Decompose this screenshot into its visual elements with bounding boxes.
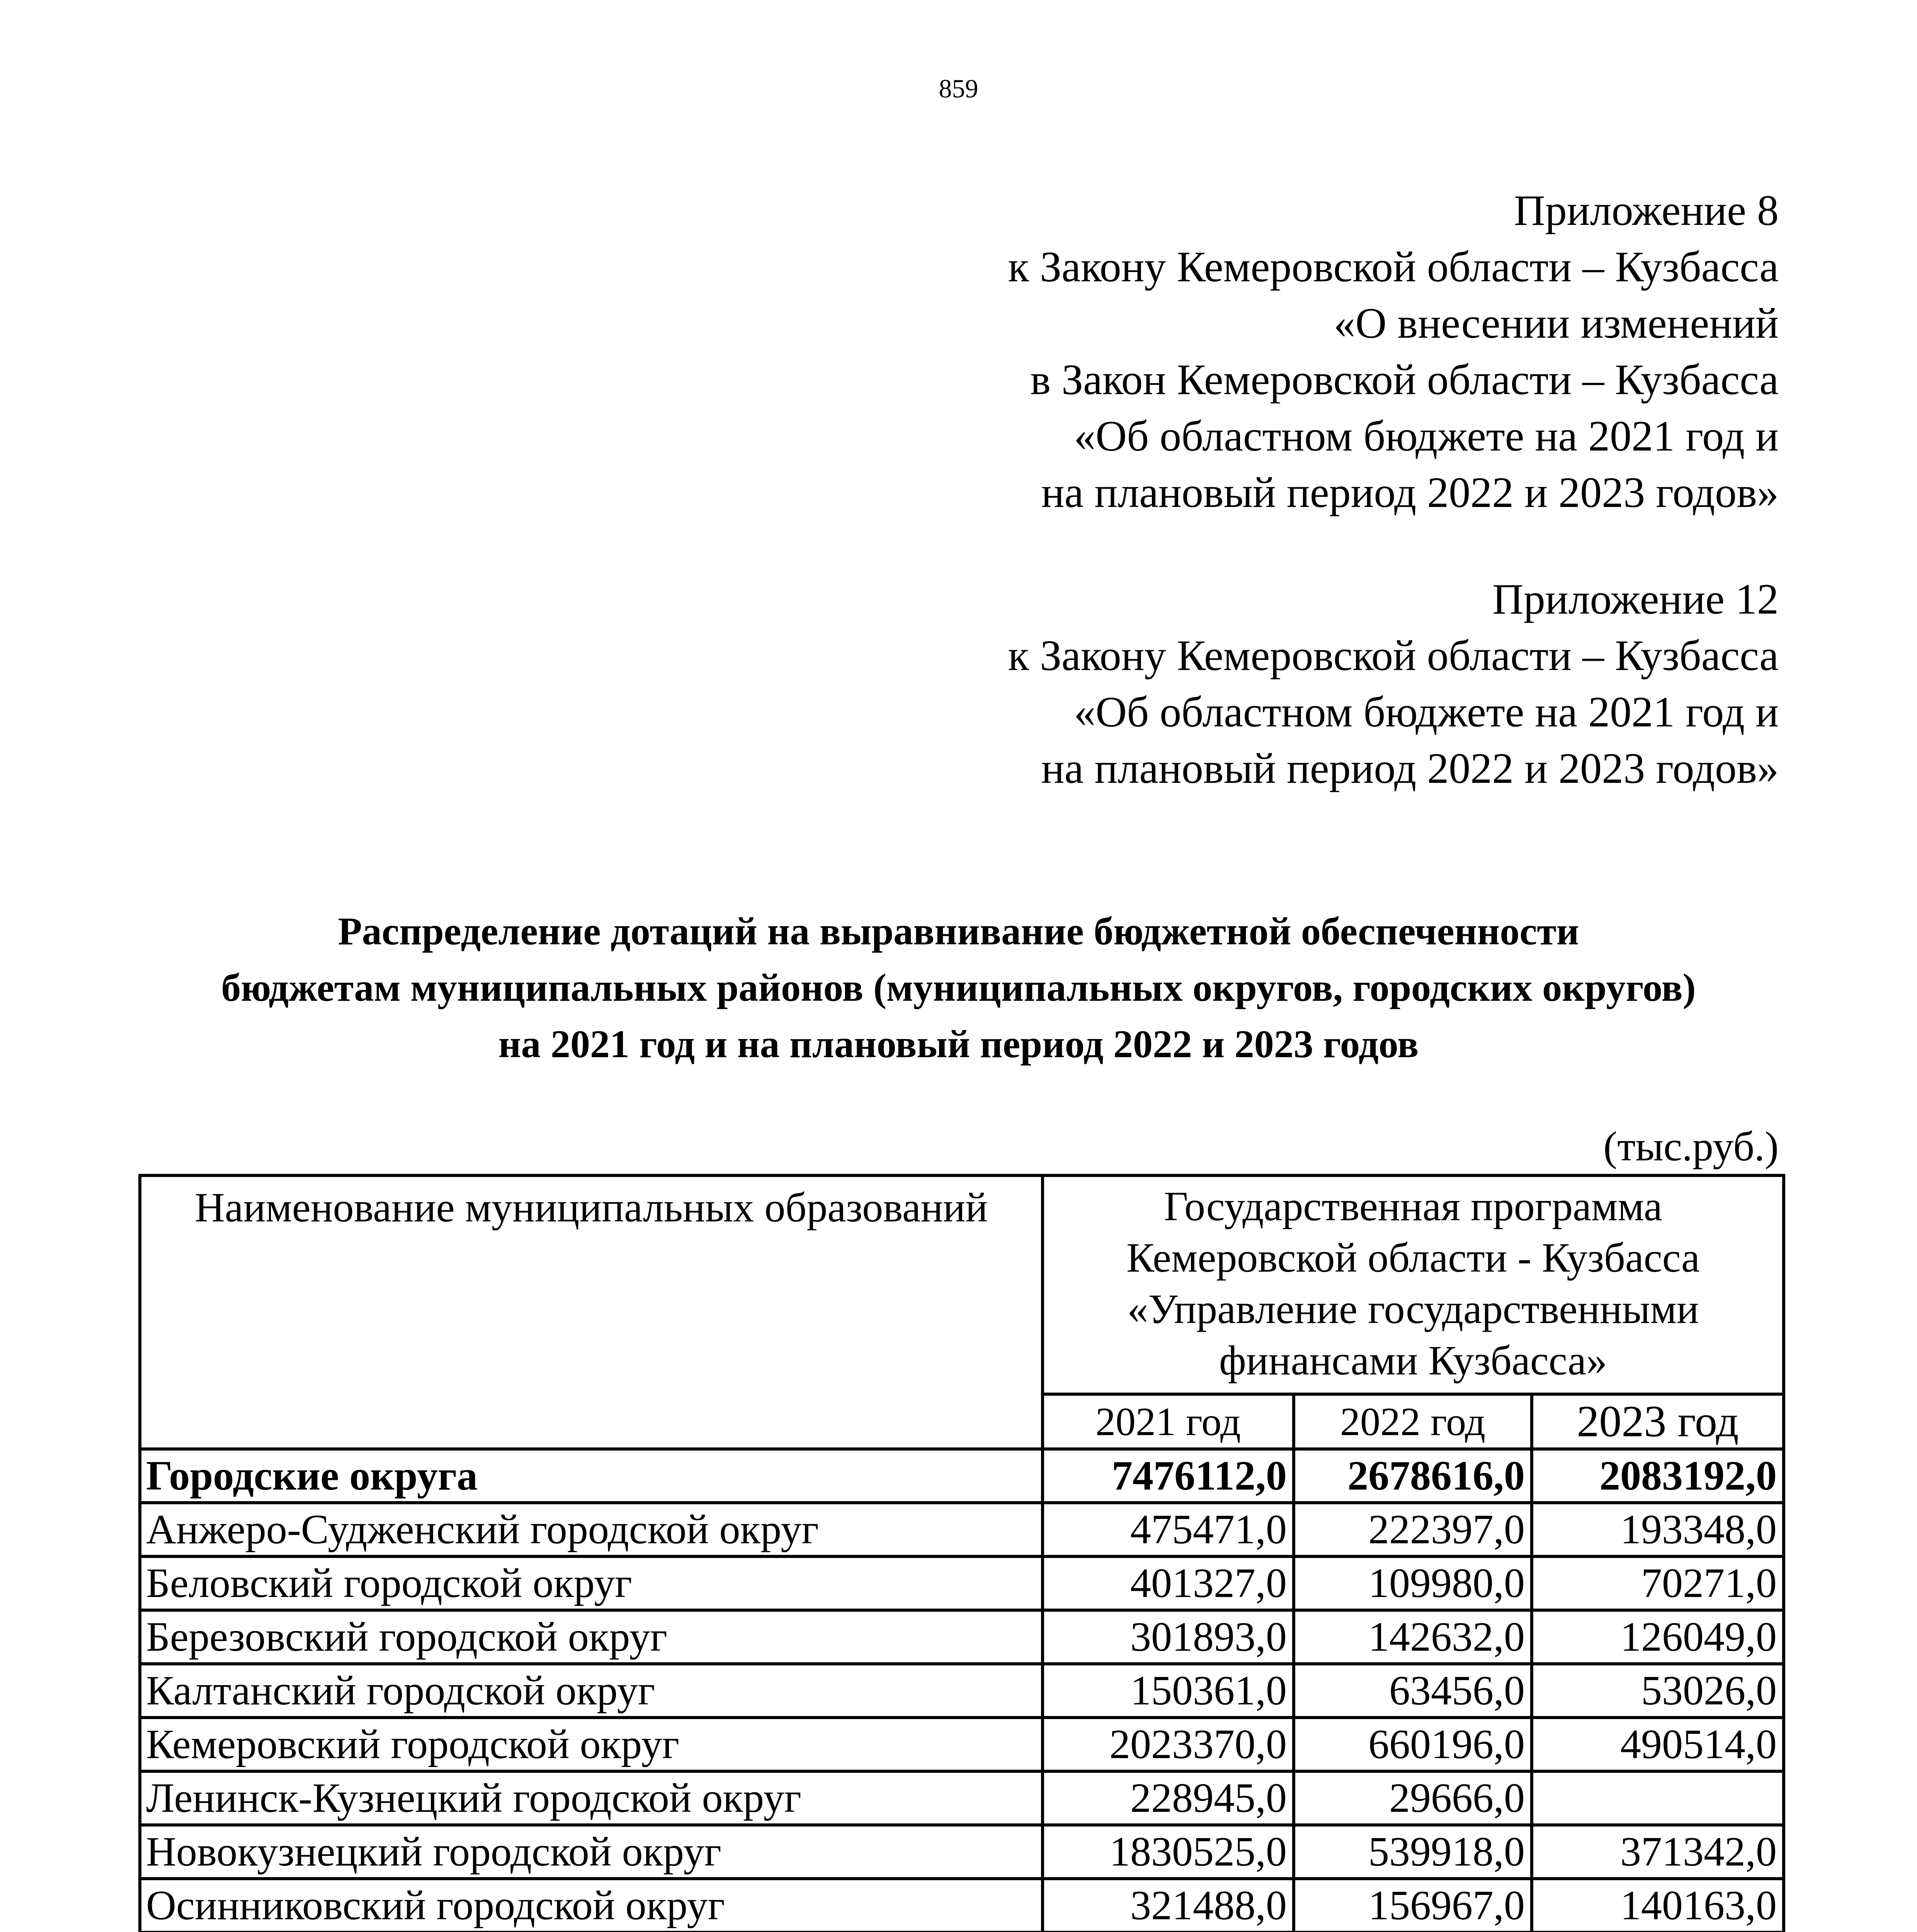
subsidy-table: [138, 1174, 1785, 1932]
cell-2023: 2083192,0: [1532, 1449, 1784, 1503]
cell-name: Осинниковский городской округ: [140, 1879, 1043, 1932]
appendix-8-line: «О внесении изменений: [1334, 299, 1779, 347]
cell-2021: 301893,0: [1043, 1610, 1294, 1664]
table-row: [140, 1825, 1784, 1879]
cell-2022: 539918,0: [1294, 1825, 1532, 1879]
cell-2021: 2023370,0: [1043, 1718, 1294, 1771]
cell-2021: 228945,0: [1043, 1771, 1294, 1825]
cell-2021: 321488,0: [1043, 1879, 1294, 1932]
appendix-12-line: Приложение 12: [1492, 575, 1779, 623]
cell-name: Новокузнецкий городской округ: [140, 1825, 1043, 1879]
document-title: [0, 903, 1917, 1073]
table-row: [140, 1771, 1784, 1825]
column-header-2023: 2023 год: [1532, 1394, 1784, 1449]
cell-2021: 150361,0: [1043, 1664, 1294, 1718]
program-header-line: Государственная программа: [1164, 1184, 1662, 1230]
cell-2023: 490514,0: [1532, 1718, 1784, 1771]
cell-2021: 1830525,0: [1043, 1825, 1294, 1879]
table-row: [140, 1610, 1784, 1664]
program-header-line: «Управление государственными: [1127, 1286, 1699, 1332]
column-header-name: Наименование муниципальных образований: [140, 1175, 1043, 1449]
page-number: 859: [939, 74, 978, 103]
cell-2023: 371342,0: [1532, 1825, 1784, 1879]
appendix-12-heading: [1008, 571, 1779, 797]
unit-label: (тыс.руб.): [1603, 1124, 1779, 1170]
cell-2023: 140163,0: [1532, 1879, 1784, 1932]
cell-2022: 29666,0: [1294, 1771, 1532, 1825]
cell-2023: [1532, 1771, 1784, 1825]
program-header-line: Кемеровской области - Кузбасса: [1126, 1235, 1700, 1281]
appendix-8-line: Приложение 8: [1514, 187, 1779, 235]
cell-2022: 109980,0: [1294, 1556, 1532, 1610]
cell-2022: 63456,0: [1294, 1664, 1532, 1718]
cell-2021: 7476112,0: [1043, 1449, 1294, 1503]
title-line: Распределение дотаций на выравнивание бюджетной обеспеченности: [338, 910, 1579, 953]
table-row: [140, 1718, 1784, 1771]
appendix-12-line: к Закону Кемеровской области – Кузбасса: [1008, 632, 1779, 680]
cell-2022: 142632,0: [1294, 1610, 1532, 1664]
table-group-row: [140, 1449, 1784, 1503]
table-row: [140, 1664, 1784, 1718]
cell-2021: 401327,0: [1043, 1556, 1294, 1610]
cell-name: Березовский городской округ: [140, 1610, 1043, 1664]
cell-name: Кемеровский городской округ: [140, 1718, 1043, 1771]
cell-name: Калтанский городской округ: [140, 1664, 1043, 1718]
cell-name: Анжеро-Судженский городской округ: [140, 1503, 1043, 1556]
cell-2023: 126049,0: [1532, 1610, 1784, 1664]
appendix-12-line: «Об областном бюджете на 2021 год и: [1074, 688, 1779, 736]
appendix-8-heading: [1008, 182, 1779, 521]
table-row: [140, 1556, 1784, 1610]
program-header-line: финансами Кузбасса»: [1219, 1338, 1607, 1384]
cell-2023: 53026,0: [1532, 1664, 1784, 1718]
appendix-8-line: на плановый период 2022 и 2023 годов»: [1041, 469, 1779, 517]
cell-2023: 193348,0: [1532, 1503, 1784, 1556]
cell-2022: 222397,0: [1294, 1503, 1532, 1556]
column-header-2021: 2021 год: [1043, 1394, 1294, 1449]
title-line: на 2021 год и на плановый период 2022 и 2023 годов: [498, 1022, 1419, 1066]
cell-2021: 475471,0: [1043, 1503, 1294, 1556]
appendix-8-line: «Об областном бюджете на 2021 год и: [1074, 412, 1779, 460]
cell-2023: 70271,0: [1532, 1556, 1784, 1610]
cell-2022: 660196,0: [1294, 1718, 1532, 1771]
cell-name: Городские округа: [140, 1449, 1043, 1503]
title-line: бюджетам муниципальных районов (муниципальных округов, городских округов): [221, 966, 1696, 1010]
column-header-2022: 2022 год: [1294, 1394, 1532, 1449]
appendix-12-line: на плановый период 2022 и 2023 годов»: [1041, 745, 1779, 793]
cell-2022: 2678616,0: [1294, 1449, 1532, 1503]
cell-name: Ленинск-Кузнецкий городской округ: [140, 1771, 1043, 1825]
appendix-8-line: к Закону Кемеровской области – Кузбасса: [1008, 243, 1779, 291]
appendix-8-line: в Закон Кемеровской области – Кузбасса: [1030, 356, 1779, 404]
table-row: [140, 1879, 1784, 1932]
cell-name: Беловский городской округ: [140, 1556, 1043, 1610]
column-header-program: [1043, 1175, 1784, 1394]
cell-2022: 156967,0: [1294, 1879, 1532, 1932]
table-row: [140, 1503, 1784, 1556]
